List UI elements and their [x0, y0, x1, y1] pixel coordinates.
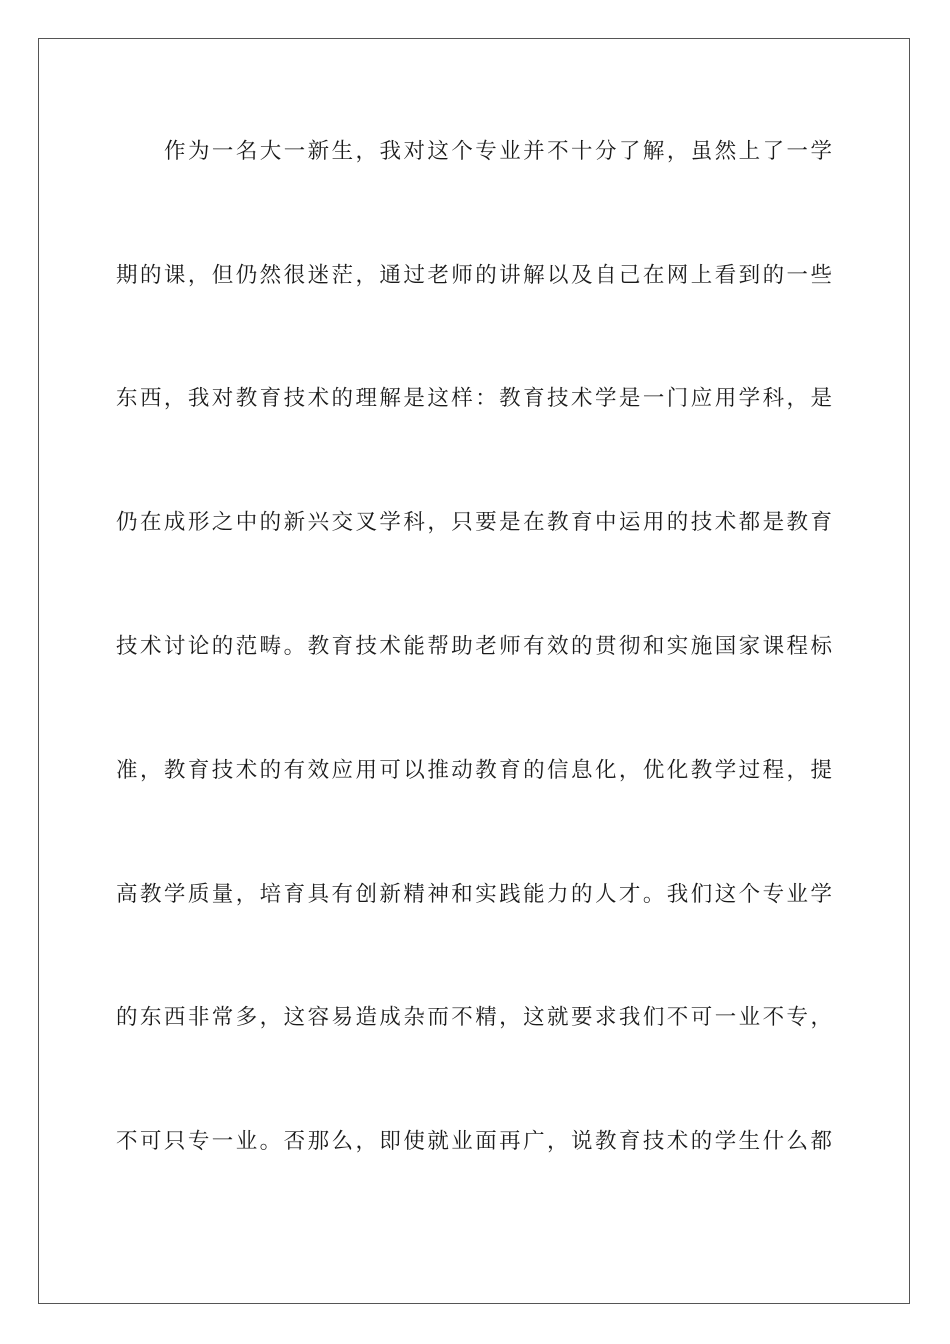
- text-line: 作为一名大一新生，我对这个专业并不十分了解，虽然上了一学: [164, 139, 832, 164]
- text-line: 的东西非常多，这容易造成杂而不精，这就要求我们不可一业不专，: [116, 1005, 832, 1030]
- text-line: 技术讨论的范畴。教育技术能帮助老师有效的贯彻和实施国家课程标: [116, 634, 832, 659]
- text-line: 高教学质量，培育具有创新精神和实践能力的人才。我们这个专业学: [116, 882, 832, 907]
- text-line: 东西，我对教育技术的理解是这样：教育技术学是一门应用学科，是: [116, 386, 832, 411]
- text-line: 不可只专一业。否那么，即使就业面再广，说教育技术的学生什么都: [116, 1129, 832, 1154]
- page-border: [38, 38, 910, 1304]
- text-line: 仍在成形之中的新兴交叉学科，只要是在教育中运用的技术都是教育: [116, 510, 832, 535]
- text-line: 准，教育技术的有效应用可以推动教育的信息化，优化教学过程，提: [116, 758, 832, 783]
- text-line: 期的课，但仍然很迷茫，通过老师的讲解以及自己在网上看到的一些: [116, 263, 832, 288]
